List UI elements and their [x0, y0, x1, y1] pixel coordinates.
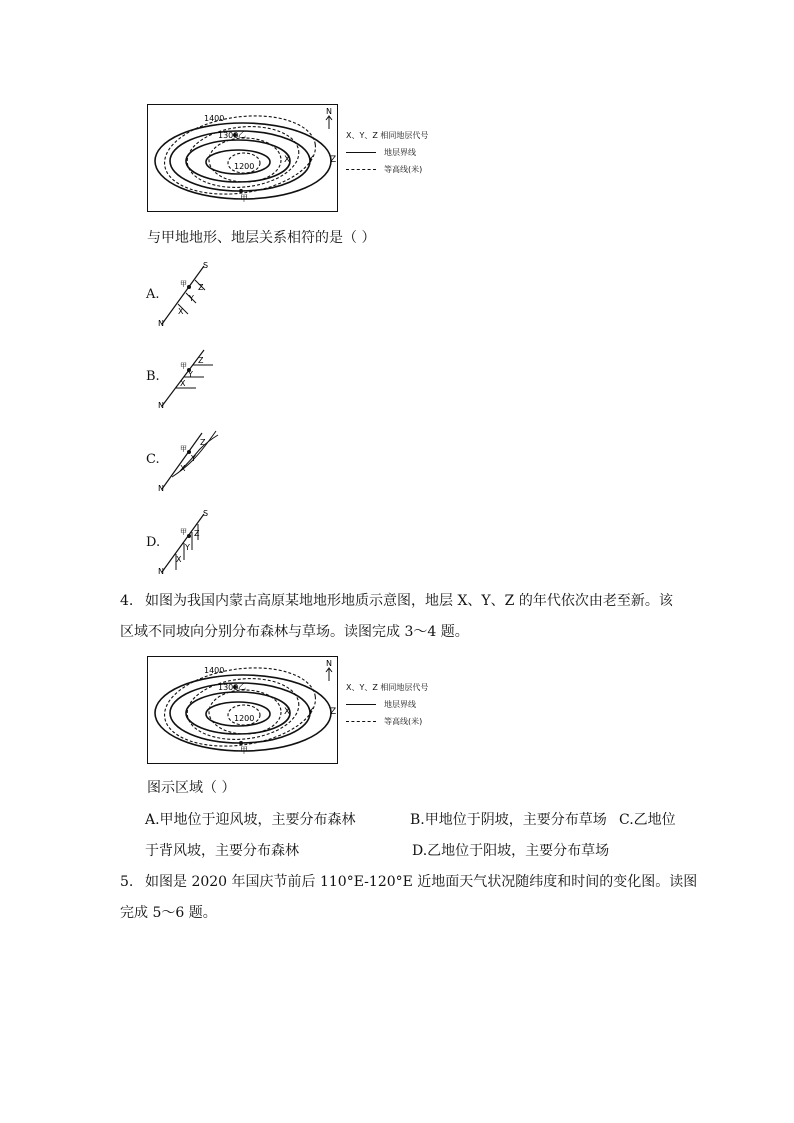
point-yi-label: 乙 [238, 682, 246, 691]
map-legend-bottom [346, 682, 486, 732]
q5-number: 5. [120, 874, 134, 890]
point-jia-label: 甲 [240, 746, 248, 755]
layer-x-label: X [284, 707, 291, 717]
contour-1200-label: 1200 [234, 714, 255, 723]
legend-codes: X、Y、Z 相同地层代号 [346, 131, 429, 140]
svg-text:Y: Y [191, 454, 196, 463]
svg-text:N: N [158, 567, 164, 576]
point-jia-label: 甲 [240, 194, 248, 203]
svg-text:S: S [203, 509, 209, 518]
svg-text:Z: Z [194, 529, 200, 538]
q3-stem: 与甲地地形、地层关系相符的是（ ） [147, 230, 376, 246]
svg-text:Y: Y [185, 543, 190, 552]
q4-option-c-part1: C.乙地位 [619, 812, 676, 828]
legend-boundary: 地层界线 [346, 147, 416, 158]
contour-1200-label: 1200 [234, 162, 255, 171]
svg-text:Z: Z [198, 283, 204, 292]
map-drawing [148, 105, 337, 211]
geology-map-bottom [147, 656, 338, 764]
legend-boundary: 地层界线 [346, 699, 416, 710]
contour-1300-label: 1300 [218, 683, 239, 692]
svg-text:甲: 甲 [180, 528, 187, 536]
svg-text:X: X [176, 555, 182, 564]
geology-map-top [147, 104, 338, 212]
map-drawing-2 [148, 657, 337, 763]
q3-option-b-diagram [158, 342, 218, 412]
north-label: N [326, 659, 332, 668]
svg-text:N: N [158, 484, 164, 493]
contour-1300-label: 1300 [218, 131, 239, 140]
layer-z-label: Z [330, 707, 337, 717]
q4-text-line1: 如图为我国内蒙古高原某地地形地质示意图，地层 X、Y、Z 的年代依次由老至新。该 [145, 593, 673, 609]
q3-option-c-diagram [158, 425, 228, 495]
q3-option-c-label: C. [146, 452, 160, 467]
map-legend-top [346, 130, 486, 180]
contour-1400-label: 1400 [204, 666, 225, 675]
q3-option-d-label: D. [146, 535, 161, 550]
svg-text:X: X [180, 379, 186, 388]
svg-text:Y: Y [189, 294, 194, 303]
legend-codes: X、Y、Z 相同地层代号 [346, 683, 429, 692]
layer-y-label: Y [308, 707, 314, 717]
layer-y-label: Y [308, 155, 314, 165]
point-yi-label: 乙 [238, 130, 246, 139]
north-arrow-icon [326, 668, 332, 681]
q4-option-c-part2: 于背风坡，主要分布森林 [145, 843, 299, 859]
svg-text:N: N [158, 319, 164, 328]
contour-1400-label: 1400 [204, 114, 225, 123]
svg-text:S: S [203, 261, 209, 270]
q3-option-d-diagram [158, 508, 218, 578]
north-arrow-icon [326, 116, 332, 129]
svg-text:Y: Y [188, 370, 193, 379]
legend-contour: 等高线(米) [346, 716, 422, 727]
svg-text:N: N [158, 401, 164, 410]
svg-text:Z: Z [198, 356, 204, 365]
q4-option-b: B.甲地位于阴坡，主要分布草场 [410, 812, 607, 828]
north-label: N [326, 107, 332, 116]
legend-contour: 等高线(米) [346, 164, 422, 175]
q3-option-b-label: B. [146, 369, 160, 384]
svg-text:甲: 甲 [180, 280, 187, 288]
q4-number: 4. [120, 593, 134, 609]
svg-text:甲: 甲 [180, 445, 187, 453]
layer-x-label: X [284, 155, 291, 165]
layer-z-label: Z [330, 155, 337, 165]
svg-text:甲: 甲 [180, 362, 187, 370]
svg-text:X: X [180, 464, 186, 473]
q4-text-line2: 区域不同坡向分别分布森林与草场。读图完成 3～4 题。 [120, 624, 469, 640]
q3-option-a-diagram [158, 260, 218, 330]
q5-text-line2: 完成 5～6 题。 [120, 905, 217, 921]
q4-option-a: A.甲地位于迎风坡，主要分布森林 [145, 812, 356, 828]
svg-text:X: X [178, 307, 184, 316]
q5-text-line1: 如图是 2020 年国庆节前后 110°E-120°E 近地面天气状况随纬度和时间的变化图。读图 [145, 874, 698, 890]
q4-option-d: D.乙地位于阳坡，主要分布草场 [412, 843, 610, 859]
q3-option-a-label: A. [146, 287, 160, 302]
svg-text:Z: Z [200, 438, 206, 447]
q4-stem: 图示区域（ ） [147, 780, 236, 796]
